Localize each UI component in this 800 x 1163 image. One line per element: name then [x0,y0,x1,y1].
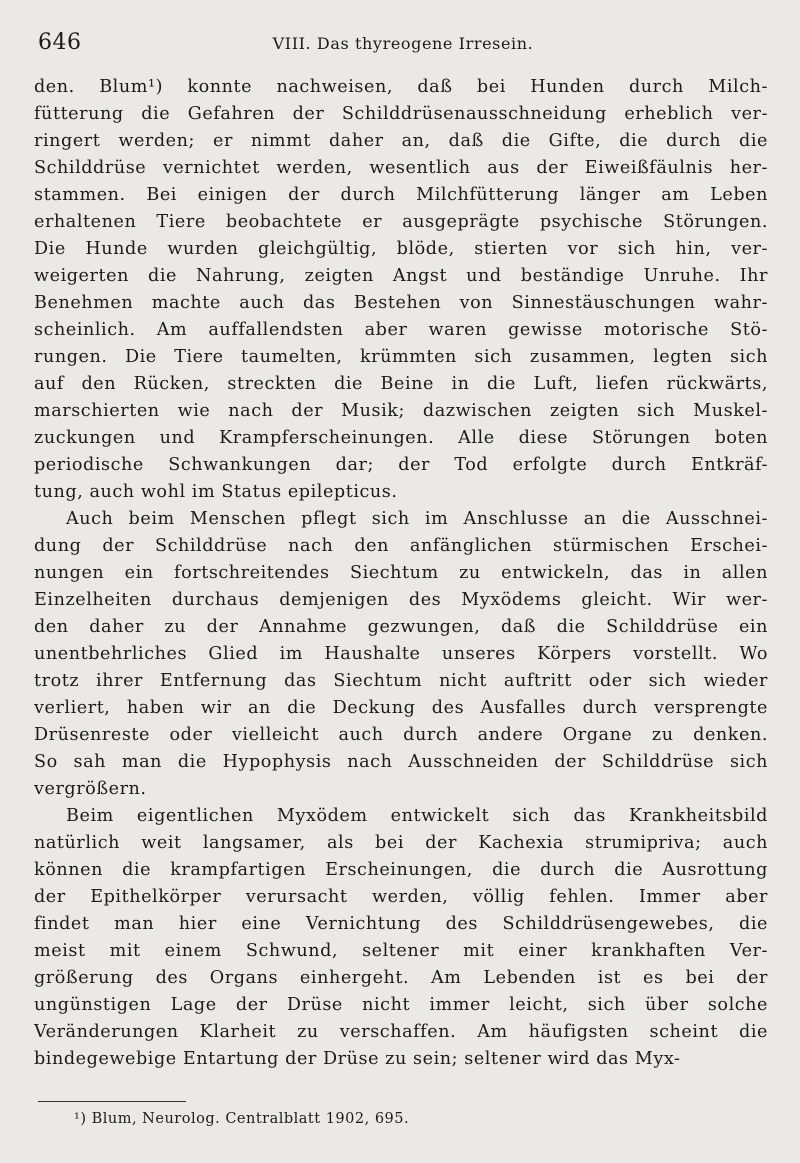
text-line: Veränderungen Klarheit zu verschaffen. Am häufigsten scheint die [34,1022,768,1042]
text-line: trotz ihrer Entfernung das Siechtum nicht auftritt oder sich wieder [34,671,768,691]
text-line: verliert, haben wir an die Deckung des Ausfalles durch versprengte [34,698,768,718]
text-line: scheinlich. Am auffallendsten aber waren gewisse motorische Stö- [34,320,768,340]
text-line: ungünstigen Lage der Drüse nicht immer leicht, sich über solche [34,995,768,1015]
text-line: größerung des Organs einhergeht. Am Lebenden ist es bei der [34,968,768,988]
text-line: auf den Rücken, streckten die Beine in die Luft, liefen rückwärts, [34,374,768,394]
text-line: tung, auch wohl im Status epilepticus. [34,482,398,502]
text-line: findet man hier eine Vernichtung des Schilddrüsengewebes, die [34,914,768,934]
text-line: der Epithelkörper verursacht werden, völlig fehlen. Immer aber [34,887,768,907]
text-line: marschierten wie nach der Musik; dazwischen zeigten sich Muskel- [34,401,768,421]
page-header [38,30,768,60]
text-line: können die krampfartigen Erscheinungen, die durch die Ausrottung [34,860,768,880]
page-number: 646 [38,30,82,55]
text-line: Benehmen machte auch das Bestehen von Sinnestäuschungen wahr- [34,293,768,313]
text-line: natürlich weit langsamer, als bei der Kachexia strumipriva; auch [34,833,768,853]
text-line: periodische Schwankungen dar; der Tod erfolgte durch Entkräf- [34,455,768,475]
text-line: nungen ein fortschreitendes Siechtum zu entwickeln, das in allen [34,563,768,583]
text-line: Beim eigentlichen Myxödem entwickelt sich das Krankheitsbild [66,806,768,826]
paragraph [34,506,768,803]
running-title: VIII. Das thyreogene Irresein. [272,34,534,53]
text-line: weigerten die Nahrung, zeigten Angst und beständige Unruhe. Ihr [34,266,768,286]
text-line: den daher zu der Annahme gezwungen, daß die Schilddrüse ein [34,617,768,637]
text-line: unentbehrliches Glied im Haushalte unseres Körpers vorstellt. Wo [34,644,768,664]
text-line: So sah man die Hypophysis nach Ausschneiden der Schilddrüse sich [34,752,768,772]
text-line: ringert werden; er nimmt daher an, daß die Gifte, die durch die [34,131,768,151]
text-line: erhaltenen Tiere beobachtete er ausgeprägte psychische Störungen. [34,212,768,232]
text-line: Einzelheiten durchaus demjenigen des Myxödems gleicht. Wir wer- [34,590,768,610]
text-line: dung der Schilddrüse nach den anfänglichen stürmischen Erschei- [34,536,768,556]
text-line: zuckungen und Krampferscheinungen. Alle diese Störungen boten [34,428,768,448]
text-line: meist mit einem Schwund, seltener mit einer krankhaften Ver- [34,941,768,961]
text-line: den. Blum¹) konnte nachweisen, daß bei Hunden durch Milch- [34,77,768,97]
text-line: vergrößern. [34,779,147,799]
text-line: bindegewebige Entartung der Drüse zu sein; seltener wird das Myx- [34,1049,681,1069]
paragraph [34,803,768,1073]
paragraph [34,74,768,506]
footnote: ¹) Blum, Neurolog. Centralblatt 1902, 695. [74,1111,410,1127]
text-line: Schilddrüse vernichtet werden, wesentlich aus der Eiweißfäulnis her- [34,158,768,178]
text-line: Die Hunde wurden gleichgültig, blöde, stierten vor sich hin, ver- [34,239,768,259]
text-line: fütterung die Gefahren der Schilddrüsenausschneidung erheblich ver- [34,104,768,124]
text-line: Drüsenreste oder vielleicht auch durch andere Organe zu denken. [34,725,768,745]
text-line: Auch beim Menschen pflegt sich im Anschlusse an die Ausschnei- [66,509,768,529]
text-line: stammen. Bei einigen der durch Milchfütterung länger am Leben [34,185,768,205]
body-text [34,74,768,1073]
text-line: rungen. Die Tiere taumelten, krümmten sich zusammen, legten sich [34,347,768,367]
footnote-divider [38,1101,186,1102]
